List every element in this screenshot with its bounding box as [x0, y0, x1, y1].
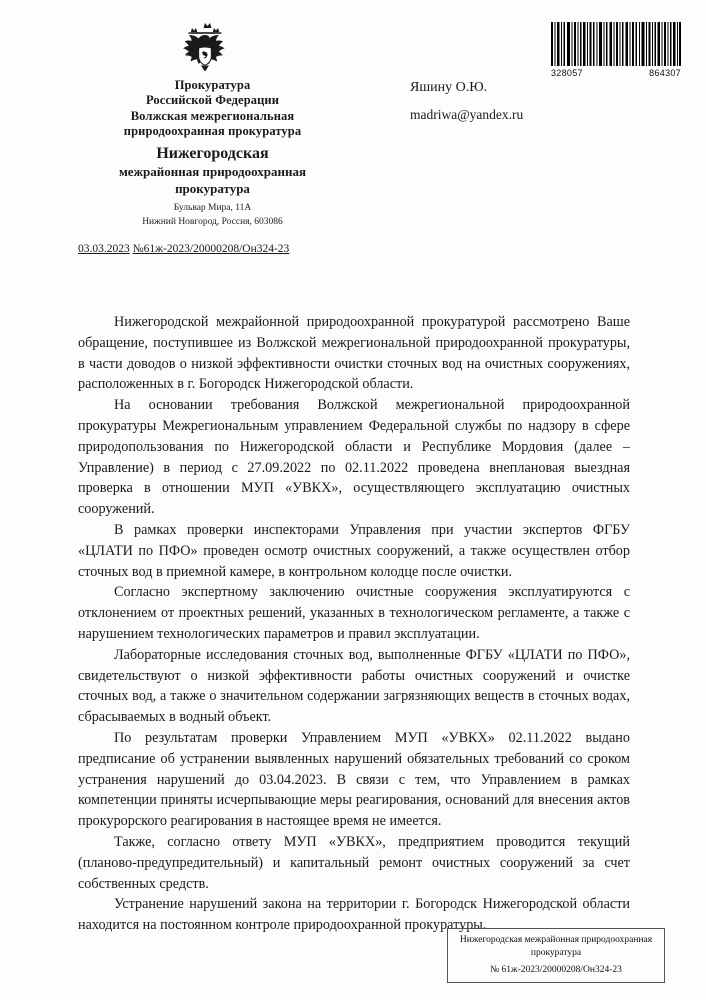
- barcode-icon: [551, 22, 681, 66]
- document-reference: [78, 243, 289, 255]
- stamp-line-1: Нижегородская межрайонная природоохранная: [459, 935, 653, 945]
- paragraph: В рамках проверки инспекторами Управления при участии экспертов ФГБУ «ЦЛАТИ по ПФО» проведен осмотр очистных сооружений, а также осуществлен отбор сточных вод в приемной камере, в контрольном колодце после очистки.: [78, 521, 630, 580]
- org-name-sub-1: межрайонная природоохранная: [118, 164, 307, 179]
- paragraph: По результатам проверки Управлением МУП «УВКХ» 02.11.2022 выдано предписание об устранении выявленных нарушений обязательных требований со сроком устранения нарушений до 03.04.2023. В связи с тем, что Управлением в рамках компетенции приняты исчерпывающие меры реагирования, оснований для внесения актов прокурорского реагирования в настоящее время не имеется.: [78, 729, 630, 830]
- org-name-sub-2: прокуратура: [175, 180, 250, 196]
- addressee-email: madriwa@yandex.ru: [410, 106, 524, 122]
- org-line-4: природоохранная прокуратура: [123, 123, 302, 138]
- paragraph: Устранение нарушений закона на территории г. Богородск Нижегородской области находится на постоянном контроле природоохранной прокуратуры.: [78, 896, 630, 934]
- barcode-block: [551, 22, 681, 78]
- document-body: [78, 312, 630, 936]
- organization-address: [95, 202, 330, 230]
- org-line-1: Прокуратура: [174, 78, 251, 92]
- paragraph: На основании требования Волжской межрегиональной природоохранной прокуратуры Межрегиональным управлением Федеральной службы по надзору в сфере природопользования по Нижегородской области и Республике Мордовия (далее – Управление) в период с 27.09.2022 по 02.11.2022 проведена внеплановая выездная проверка в отношении МУП «УВКХ», осуществляющего эксплуатацию очистных сооружений.: [78, 397, 630, 518]
- paragraph: Лабораторные исследования сточных вод, выполненные ФГБУ «ЦЛАТИ по ПФО», свидетельствуют о низкой эффективности работы очистных сооружений и очистке сточных вод, а также о значительном содержании загрязняющих веществ в сточных водах, сбрасываемых в водный объект.: [78, 646, 630, 726]
- barcode-number-right: 864307: [649, 68, 681, 78]
- organization-block: [95, 78, 330, 198]
- address-line-2: Нижний Новгород, Россия, 603086: [142, 216, 283, 227]
- addressee-block: [410, 75, 523, 127]
- org-line-2: Российской Федерации: [145, 93, 280, 108]
- stamp-line-2: прокуратура: [530, 947, 582, 958]
- barcode-number-left: 328057: [551, 68, 583, 78]
- paragraph: Согласно экспертному заключению очистные сооружения эксплуатируются с отклонением от проектных решений, указанных в технологическом регламенте, а также с нарушением технологических параметров и правил эксплуатации.: [78, 584, 630, 642]
- document-date: 03.03.2023: [78, 243, 130, 255]
- document-number: №61ж-2023/20000208/Он324-23: [132, 243, 290, 255]
- paragraph: Нижегородской межрайонной природоохранной прокуратурой рассмотрено Ваше обращение, поступившее из Волжской межрегиональной природоохранной прокуратуры, в части доводов о низкой эффективности очистки сточных вод на очистных сооружениях, расположенных в г. Богородск Нижегородской области.: [78, 314, 630, 393]
- org-line-3: Волжская межрегиональная: [130, 108, 295, 123]
- barcode-numbers: [551, 68, 681, 78]
- russian-coat-of-arms-icon: [175, 22, 235, 76]
- org-name-main: Нижегородская: [156, 145, 269, 162]
- stamp-line-3: № 61ж-2023/20000208/Он324-23: [490, 964, 622, 975]
- addressee-name: Яшину О.Ю.: [410, 80, 488, 95]
- paragraph: Также, согласно ответу МУП «УВКХ», предприятием проводится текущий (планово-предупредительный) и капитальный ремонт очистных сооружений за счет собственных средств.: [78, 833, 630, 892]
- registration-stamp: [447, 928, 665, 983]
- address-line-1: Бульвар Мира, 11А: [173, 203, 252, 213]
- document-header: [0, 0, 706, 270]
